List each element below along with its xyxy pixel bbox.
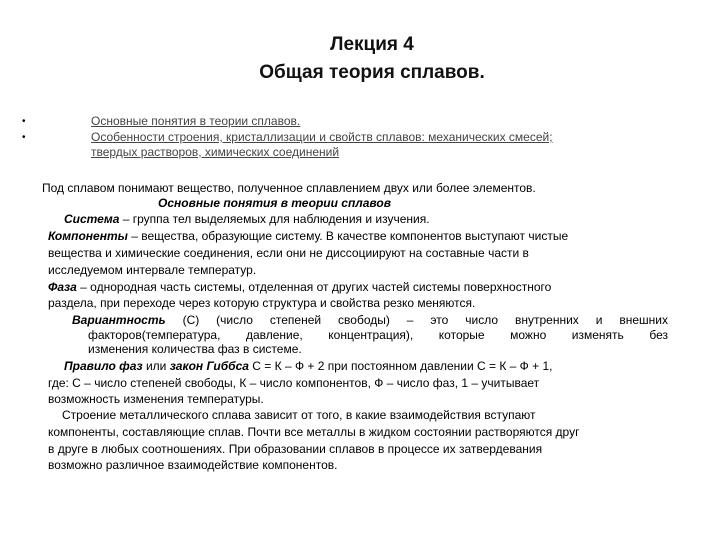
phase-rule-term: Правило фаз [64,359,143,373]
lecture-title: Лекция 4 [330,34,414,55]
bullet-dot: • [22,116,26,127]
components-text: – вещества, образующие систему. В качестве компонентов выступают чистые [127,229,569,243]
phase-definition [48,280,551,294]
variance-line2 [88,328,668,342]
phase-rule-line3: возможность изменения температуры. [48,392,264,406]
topic-link-alloy-structure[interactable]: Особенности строения, кристаллизации и свойств сплавов: механических смесей; [91,130,553,144]
components-line2: вещества и химические соединения, если они не диссоциируют на составные части в [48,246,529,260]
bullet-dot: • [22,132,26,143]
gibbs-law-term: закон Гиббса [169,359,249,373]
variance-term: Вариантность [72,313,166,327]
phase-rule-mid: или [142,359,170,373]
structure-line2: компоненты, составляющие сплав. Почти все металлы в жидком состоянии растворяются друг [48,425,580,439]
structure-line4: возможно различное взаимодействие компонентов. [48,458,338,472]
components-definition [48,229,568,243]
topic-link-alloy-structure-cont[interactable]: твердых растворов, химических соединений [91,145,340,159]
phase-rule-line2: где: С – число степеней свободы, К – число компонентов, Ф – число фаз, 1 – учитывает [48,376,540,390]
components-term: Компоненты [48,229,128,243]
phase-rule-definition [64,359,552,373]
section-heading: Основные понятия в теории сплавов [158,196,391,210]
system-term: Система [64,212,120,226]
phase-rule-formula: С = К – Ф + 2 при постоянном давлении С = К – Ф + 1, [248,359,553,373]
variance-text: (С) (число степеней свободы) – это число внутренних и внешних [165,313,668,327]
topic-link-basic-concepts[interactable]: Основные понятия в теории сплавов. [91,114,301,128]
system-definition [64,212,430,226]
intro-text: Под сплавом понимают вещество, полученное сплавлением двух или более элементов. [42,181,536,195]
phase-term: Фаза [48,280,77,294]
components-line3: исследуемом интервале температур. [48,263,257,277]
phase-line2: раздела, при переходе через которую структура и свойства резко меняются. [48,296,476,310]
system-text: – группа тел выделяемых для наблюдения и изучения. [119,212,430,226]
structure-line1: Строение металлического сплава зависит от того, в какие взаимодействия вступают [62,408,536,422]
variance-definition [72,313,668,327]
variance-line3: изменения количества фаз в системе. [88,342,302,356]
variance-line2-text: факторов(температура, давление, концентрация), которые можно изменять без [88,328,668,342]
structure-line3: в друге в любых соотношениях. При образовании сплавов в процессе их затвердевания [48,442,543,456]
phase-text: – однородная часть системы, отделенная от других частей системы поверхностного [76,280,552,294]
lecture-subtitle: Общая теория сплавов. [259,62,485,83]
